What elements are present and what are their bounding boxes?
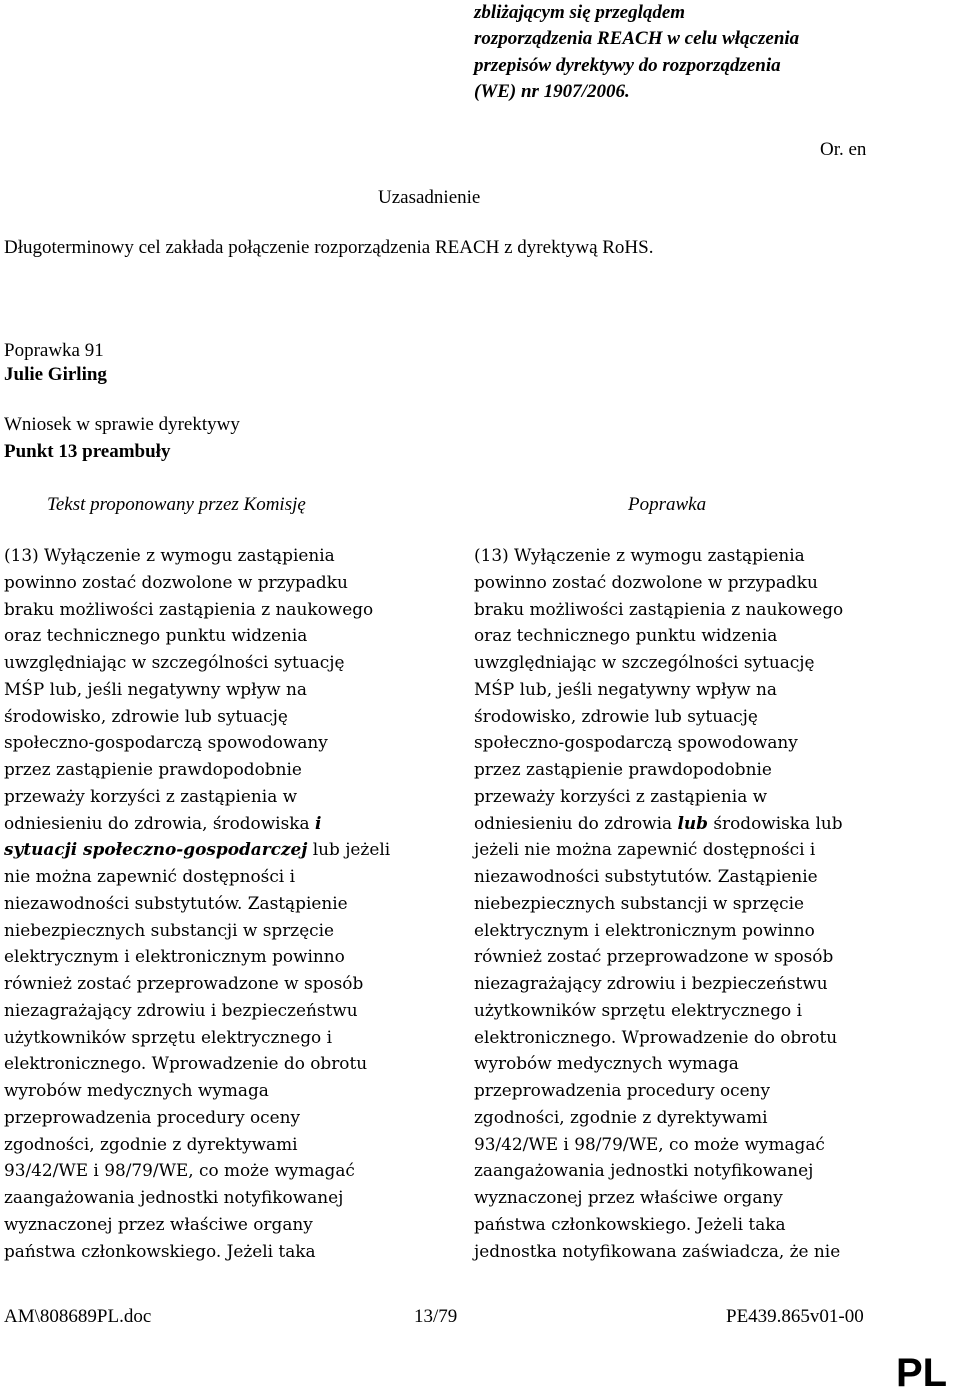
footer-page-number: 13/79	[414, 1306, 458, 1327]
left-column-header: Tekst proponowany przez Komisję	[47, 494, 306, 515]
amendment-number: Poprawka 91	[4, 340, 104, 361]
commission-text-column	[4, 542, 390, 1264]
text-line: uwzględniając w szczególności sytuację	[4, 652, 345, 672]
text-line: braku możliwości zastąpienia z naukowego	[474, 598, 844, 619]
proposal-point: Punkt 13 preambuły	[4, 441, 171, 462]
text-line: elektronicznego. Wprowadzenie do obrotu	[474, 1026, 838, 1047]
text-line: społeczno-gospodarczą spowodowany	[474, 732, 798, 753]
text-line: jeżeli nie można zapewnić dostępności i	[474, 839, 816, 860]
footer-doc-id: AM\808689PL.doc	[4, 1306, 152, 1327]
text-line: braku możliwości zastąpienia z naukowego	[4, 598, 374, 619]
text-line	[4, 836, 390, 863]
text-line: wyznaczonej przez właściwe organy	[4, 1213, 313, 1234]
text-line: przeprowadzenia procedury oceny	[4, 1106, 301, 1127]
text-span: lub jeżeli	[312, 839, 391, 860]
text-line: MŚP lub, jeśli negatywny wpływ na	[474, 678, 777, 699]
text-line: również zostać przeprowadzone w sposób	[474, 946, 834, 967]
text-line: 93/42/WE i 98/79/WE, co może wymagać	[4, 1160, 355, 1181]
text-line: przez zastąpienie prawdopodobnie	[4, 759, 302, 779]
continued-amendment-text	[474, 0, 799, 105]
text-line: powinno zostać dozwolone w przypadku	[4, 571, 348, 592]
text-line: środowisko, zdrowie lub sytuację	[4, 705, 288, 726]
language-mark: PL	[896, 1351, 948, 1395]
amendment-author: Julie Girling	[4, 364, 107, 385]
text-line: zgodności, zgodnie z dyrektywami	[474, 1106, 768, 1127]
text-line	[474, 810, 843, 837]
text-span: środowiska lub	[713, 812, 843, 833]
text-line: elektronicznego. Wprowadzenie do obrotu	[4, 1053, 368, 1074]
continued-line: przepisów dyrektywy do rozporządzenia	[474, 54, 781, 76]
amendment-text-column	[474, 542, 843, 1264]
text-line: 93/42/WE i 98/79/WE, co może wymagać	[474, 1133, 825, 1154]
continued-line: zbliżającym się przeglądem	[474, 2, 686, 23]
text-span: odniesieniu do zdrowia, środowiska	[4, 812, 310, 833]
right-column-header: Poprawka	[628, 494, 707, 515]
continued-line: (WE) nr 1907/2006.	[474, 80, 630, 102]
text-line: państwa członkowskiego. Jeżeli taka	[474, 1213, 786, 1234]
text-line: przez zastąpienie prawdopodobnie	[474, 759, 772, 779]
text-line: powinno zostać dozwolone w przypadku	[474, 571, 818, 592]
text-line: elektrycznym i elektronicznym powinno	[4, 946, 345, 967]
text-line	[4, 810, 390, 837]
inserted-text: i	[314, 812, 322, 833]
text-line: wyrobów medycznych wymaga	[474, 1053, 739, 1074]
text-line: użytkowników sprzętu elektrycznego i	[4, 1026, 332, 1047]
text-line: niezawodności substytutów. Zastąpienie	[474, 866, 818, 886]
text-line: jednostka notyfikowana zaświadcza, że nie	[474, 1240, 841, 1261]
text-line: przeważy korzyści z zastąpienia w	[474, 785, 768, 806]
text-line: niezagrażający zdrowiu i bezpieczeństwu	[474, 973, 828, 993]
inserted-text: sytuacji społeczno-gospodarczej	[4, 839, 308, 860]
text-line: przeprowadzenia procedury oceny	[474, 1080, 771, 1100]
text-line: oraz technicznego punktu widzenia	[474, 625, 778, 646]
text-line: niebezpiecznych substancji w sprzęcie	[4, 919, 335, 940]
text-line: MŚP lub, jeśli negatywny wpływ na	[4, 678, 307, 699]
text-line: uwzględniając w szczególności sytuację	[474, 652, 815, 672]
text-line: niezagrażający zdrowiu i bezpieczeństwu	[4, 999, 358, 1020]
text-line: użytkowników sprzętu elektrycznego i	[474, 999, 802, 1020]
continued-line: rozporządzenia REACH w celu włączenia	[474, 28, 800, 50]
text-line: (13) Wyłączenie z wymogu zastąpienia	[4, 545, 335, 565]
proposal-title: Wniosek w sprawie dyrektywy	[4, 414, 240, 435]
text-line: wyrobów medycznych wymaga	[4, 1080, 269, 1100]
text-line: niebezpiecznych substancji w sprzęcie	[474, 892, 805, 913]
text-line: przeważy korzyści z zastąpienia w	[4, 785, 298, 806]
text-line: oraz technicznego punktu widzenia	[4, 625, 308, 646]
text-line: zaangażowania jednostki notyfikowanej	[4, 1187, 344, 1207]
justification-heading: Uzasadnienie	[378, 187, 481, 208]
justification-text: Długoterminowy cel zakłada połączenie rozporządzenia REACH z dyrektywą RoHS.	[4, 237, 654, 258]
text-line: zaangażowania jednostki notyfikowanej	[474, 1160, 814, 1181]
text-span: odniesieniu do zdrowia	[474, 812, 673, 833]
text-line: (13) Wyłączenie z wymogu zastąpienia	[474, 545, 805, 565]
text-line: społeczno-gospodarczą spowodowany	[4, 732, 328, 753]
text-line: wyznaczonej przez właściwe organy	[474, 1187, 783, 1207]
text-line: również zostać przeprowadzone w sposób	[4, 973, 364, 993]
footer-reference: PE439.865v01-00	[726, 1306, 864, 1327]
text-line: nie można zapewnić dostępności i	[4, 866, 295, 886]
text-line: niezawodności substytutów. Zastąpienie	[4, 892, 348, 913]
text-line: elektrycznym i elektronicznym powinno	[474, 919, 815, 940]
text-line: zgodności, zgodnie z dyrektywami	[4, 1133, 298, 1154]
origin-language-label: Or. en	[820, 139, 867, 160]
inserted-text: lub	[677, 812, 708, 833]
text-line: środowisko, zdrowie lub sytuację	[474, 705, 758, 726]
text-line: państwa członkowskiego. Jeżeli taka	[4, 1240, 316, 1261]
